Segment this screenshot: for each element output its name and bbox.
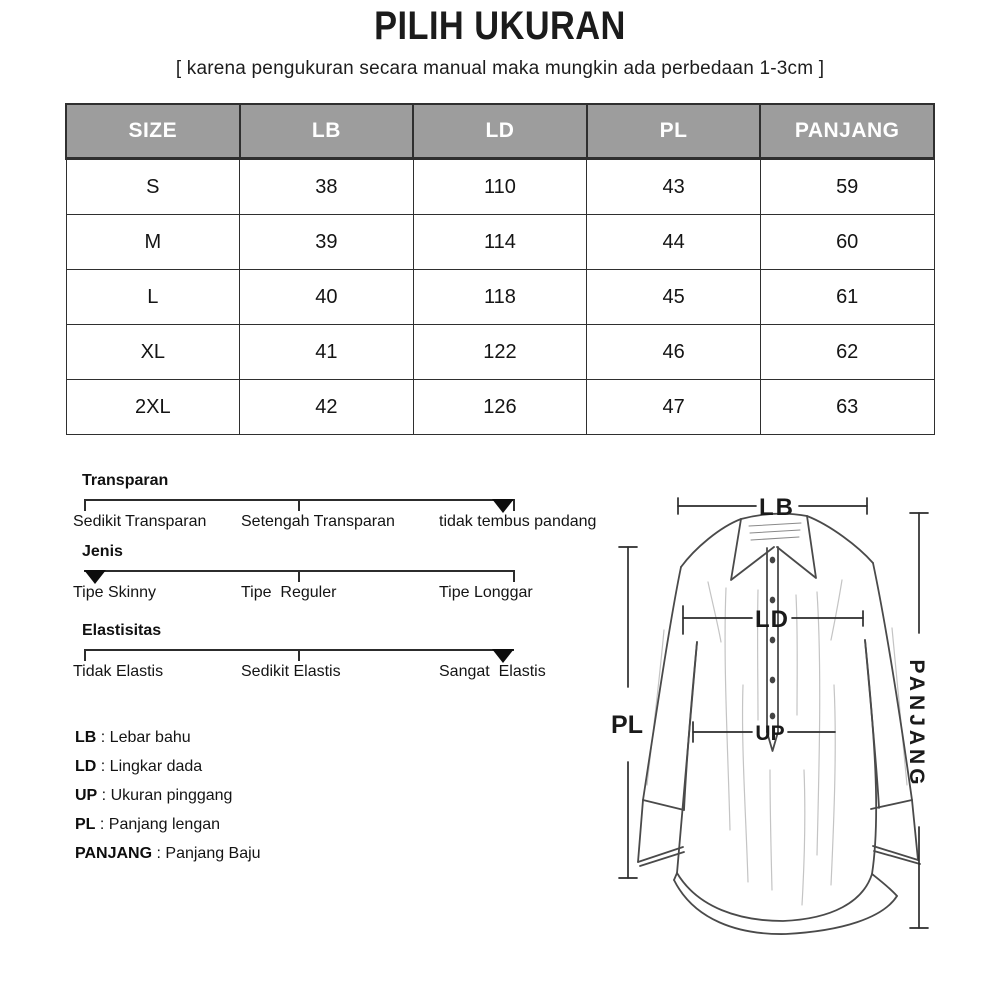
legend-item — [75, 816, 261, 845]
scale-title: Transparan — [82, 472, 169, 489]
scale-option-label: Tipe Reguler — [241, 584, 337, 601]
column-header-size: SIZE — [66, 104, 240, 159]
legend-abbr: PL — [75, 816, 96, 833]
table-cell: 59 — [760, 159, 934, 215]
label-ld: LD — [755, 606, 789, 633]
table-cell: 46 — [587, 325, 761, 380]
column-header-ld: LD — [413, 104, 587, 159]
scale-option-label: Sedikit Transparan — [73, 513, 207, 530]
scale-jenis — [0, 543, 640, 613]
column-header-panjang: PANJANG — [760, 104, 934, 159]
table-cell: 43 — [587, 159, 761, 215]
legend-separator: : — [152, 845, 166, 862]
table-cell: L — [66, 270, 240, 325]
legend-separator: : — [97, 787, 111, 804]
table-cell: 40 — [240, 270, 414, 325]
abbreviation-legend — [75, 729, 261, 874]
legend-desc: Ukuran pinggang — [110, 787, 233, 804]
scale-option-label: Sedikit Elastis — [241, 663, 341, 680]
label-panjang: PANJANG — [905, 659, 928, 789]
table-cell: 63 — [760, 380, 934, 435]
table-cell: 110 — [413, 159, 587, 215]
legend-separator: : — [96, 758, 110, 775]
marker-triangle-icon — [492, 499, 514, 513]
table-cell: 60 — [760, 215, 934, 270]
column-header-pl: PL — [587, 104, 761, 159]
table-row — [66, 215, 934, 270]
legend-abbr: PANJANG — [75, 845, 153, 862]
label-pl: PL — [611, 711, 643, 739]
table-row — [66, 380, 934, 435]
table-cell: 44 — [587, 215, 761, 270]
table-header-row — [66, 104, 934, 159]
scale-title: Jenis — [82, 543, 123, 560]
table-row — [66, 270, 934, 325]
scale-option-label: Tidak Elastis — [73, 663, 164, 680]
scale-tick — [298, 499, 300, 511]
page-title: PILIH UKURAN — [374, 4, 626, 48]
column-header-lb: LB — [240, 104, 414, 159]
legend-desc: Lebar bahu — [109, 729, 191, 746]
scale-option-label: Tipe Skinny — [73, 584, 156, 601]
table-cell: 62 — [760, 325, 934, 380]
table-cell: 42 — [240, 380, 414, 435]
legend-separator: : — [95, 816, 109, 833]
table-row — [66, 325, 934, 380]
table-cell: 126 — [413, 380, 587, 435]
legend-abbr: LB — [75, 729, 97, 746]
legend-desc: Lingkar dada — [109, 758, 203, 775]
scale-option-label: Tipe Longgar — [439, 584, 533, 601]
table-cell: 39 — [240, 215, 414, 270]
scale-option-label: Setengah Transparan — [241, 513, 395, 530]
table-cell: 38 — [240, 159, 414, 215]
table-cell: 114 — [413, 215, 587, 270]
table-cell: 118 — [413, 270, 587, 325]
shirt-measurement-diagram — [580, 470, 1000, 970]
scale-elastisitas — [0, 622, 640, 692]
table-cell: M — [66, 215, 240, 270]
legend-item — [75, 787, 261, 816]
legend-desc: Panjang lengan — [108, 816, 221, 833]
table-cell: 47 — [587, 380, 761, 435]
legend-desc: Panjang Baju — [165, 845, 261, 862]
legend-item — [75, 845, 261, 874]
scale-title: Elastisitas — [82, 622, 162, 639]
marker-triangle-icon — [492, 649, 514, 663]
scale-option-label: Sangat Elastis — [439, 663, 546, 680]
scale-option-label: tidak tembus pandang — [439, 513, 597, 530]
table-row — [66, 159, 934, 215]
table-cell: 61 — [760, 270, 934, 325]
table-cell: S — [66, 159, 240, 215]
legend-item — [75, 758, 261, 787]
table-cell: 45 — [587, 270, 761, 325]
table-cell: 41 — [240, 325, 414, 380]
legend-abbr: LD — [75, 758, 97, 775]
size-table — [65, 103, 935, 435]
scale-transparan — [0, 472, 640, 542]
legend-item — [75, 729, 261, 758]
table-cell: XL — [66, 325, 240, 380]
marker-triangle-icon — [84, 570, 106, 584]
scale-tick — [84, 649, 86, 661]
legend-separator: : — [96, 729, 110, 746]
scale-tick — [84, 499, 86, 511]
label-lb: LB — [759, 494, 795, 521]
scale-tick — [298, 649, 300, 661]
label-up: UP — [755, 722, 785, 745]
table-cell: 122 — [413, 325, 587, 380]
table-cell: 2XL — [66, 380, 240, 435]
page-subtitle: [ karena pengukuran secara manual maka mungkin ada perbedaan 1-3cm ] — [175, 58, 825, 79]
scale-tick — [298, 570, 300, 582]
button-icons — [770, 557, 776, 720]
legend-abbr: UP — [75, 787, 98, 804]
scale-tick — [513, 570, 515, 582]
